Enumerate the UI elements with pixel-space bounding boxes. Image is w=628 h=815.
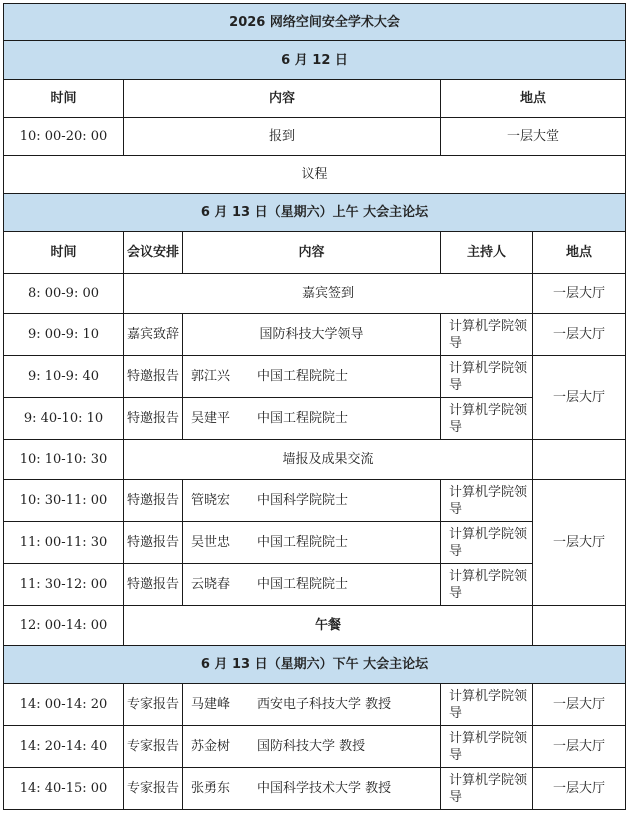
time-cell: 10: 00-20: 00 <box>4 118 124 156</box>
morning-band: 6 月 13 日（星期六）上午 大会主论坛 <box>4 194 626 232</box>
header-venue: 地点 <box>441 80 626 118</box>
table-row <box>4 356 626 398</box>
time-cell: 9: 10-9: 40 <box>4 356 124 398</box>
header-host: 主持人 <box>441 232 533 274</box>
morning-band-row <box>4 194 626 232</box>
arrange-cell: 专家报告 <box>124 726 183 768</box>
header-content: 内容 <box>124 80 441 118</box>
speaker-cell <box>183 564 441 606</box>
speaker-name: 苏金树 <box>191 739 231 754</box>
header-arrange: 会议安排 <box>124 232 183 274</box>
morning-header-row <box>4 232 626 274</box>
header-time: 时间 <box>4 232 124 274</box>
speaker-name: 吴建平 <box>191 411 231 426</box>
time-cell: 14: 00-14: 20 <box>4 684 124 726</box>
content-cell: 墙报及成果交流 <box>124 440 533 480</box>
time-cell: 14: 40-15: 00 <box>4 768 124 810</box>
arrange-cell: 特邀报告 <box>124 398 183 440</box>
speaker-title: 中国科学院院士 <box>257 493 349 508</box>
time-cell: 9: 00-9: 10 <box>4 314 124 356</box>
time-cell: 12: 00-14: 00 <box>4 606 124 646</box>
venue-cell: 一层大厅 <box>533 684 626 726</box>
time-cell: 8: 00-9: 00 <box>4 274 124 314</box>
arrange-cell: 特邀报告 <box>124 480 183 522</box>
speaker-cell <box>183 726 441 768</box>
table-row <box>4 522 626 564</box>
table-row <box>4 274 626 314</box>
day1-header-row <box>4 80 626 118</box>
speaker-title: 西安电子科技大学 教授 <box>257 697 392 712</box>
speaker-title: 中国工程院院士 <box>257 411 349 426</box>
content-cell: 报到 <box>124 118 441 156</box>
content-cell: 嘉宾签到 <box>124 274 533 314</box>
venue-cell: 一层大厅 <box>533 726 626 768</box>
arrange-cell: 特邀报告 <box>124 356 183 398</box>
host-cell: 计算机学院领导 <box>441 398 533 440</box>
speaker-cell <box>183 768 441 810</box>
table-row <box>4 440 626 480</box>
host-cell: 计算机学院领导 <box>441 356 533 398</box>
speaker-name: 马建峰 <box>191 697 231 712</box>
day1-row <box>4 118 626 156</box>
arrange-cell: 嘉宾致辞 <box>124 314 183 356</box>
venue-cell-empty <box>533 440 626 480</box>
host-cell: 计算机学院领导 <box>441 564 533 606</box>
time-cell: 11: 30-12: 00 <box>4 564 124 606</box>
conference-schedule-table <box>3 3 626 810</box>
host-cell: 计算机学院领导 <box>441 522 533 564</box>
table-row <box>4 480 626 522</box>
venue-cell-empty <box>533 606 626 646</box>
arrange-cell: 专家报告 <box>124 684 183 726</box>
header-content: 内容 <box>183 232 441 274</box>
speaker-name: 张勇东 <box>191 781 231 796</box>
table-row <box>4 768 626 810</box>
time-cell: 10: 30-11: 00 <box>4 480 124 522</box>
speaker-cell <box>183 684 441 726</box>
venue-cell: 一层大厅 <box>533 274 626 314</box>
time-cell: 9: 40-10: 10 <box>4 398 124 440</box>
table-row <box>4 398 626 440</box>
speaker-title: 中国工程院院士 <box>257 577 349 592</box>
table-row <box>4 726 626 768</box>
header-venue: 地点 <box>533 232 626 274</box>
table-row <box>4 564 626 606</box>
speaker-name: 吴世忠 <box>191 535 231 550</box>
table-row <box>4 684 626 726</box>
speaker-cell <box>183 522 441 564</box>
speaker-cell <box>183 480 441 522</box>
day1-band-row <box>4 41 626 80</box>
speaker-title: 中国工程院院士 <box>257 535 349 550</box>
arrange-cell: 特邀报告 <box>124 564 183 606</box>
speaker-name: 云晓春 <box>191 577 231 592</box>
host-cell: 计算机学院领导 <box>441 480 533 522</box>
host-cell: 计算机学院领导 <box>441 684 533 726</box>
speaker-cell <box>183 398 441 440</box>
speaker-title: 国防科技大学 教授 <box>257 739 366 754</box>
speaker-name: 郭江兴 <box>191 369 231 384</box>
afternoon-band-row <box>4 646 626 684</box>
table-row <box>4 314 626 356</box>
speaker-name: 管晓宏 <box>191 493 231 508</box>
arrange-cell: 特邀报告 <box>124 522 183 564</box>
host-cell: 计算机学院领导 <box>441 726 533 768</box>
speaker-title: 中国科学技术大学 教授 <box>257 781 392 796</box>
lunch-cell: 午餐 <box>124 606 533 646</box>
day1-band: 6 月 12 日 <box>4 41 626 80</box>
agenda-row <box>4 156 626 194</box>
title-row <box>4 4 626 41</box>
host-cell: 计算机学院领导 <box>441 768 533 810</box>
time-cell: 14: 20-14: 40 <box>4 726 124 768</box>
table-row <box>4 606 626 646</box>
speaker-cell <box>183 356 441 398</box>
venue-cell: 一层大厅 <box>533 356 626 440</box>
conference-title: 2026 网络空间安全学术大会 <box>4 4 626 41</box>
venue-cell: 一层大厅 <box>533 768 626 810</box>
venue-cell: 一层大厅 <box>533 480 626 606</box>
header-time: 时间 <box>4 80 124 118</box>
time-cell: 10: 10-10: 30 <box>4 440 124 480</box>
speaker-title: 中国工程院院士 <box>257 369 349 384</box>
time-cell: 11: 00-11: 30 <box>4 522 124 564</box>
venue-cell: 一层大厅 <box>533 314 626 356</box>
arrange-cell: 专家报告 <box>124 768 183 810</box>
venue-cell: 一层大堂 <box>441 118 626 156</box>
host-cell: 计算机学院领导 <box>441 314 533 356</box>
afternoon-band: 6 月 13 日（星期六）下午 大会主论坛 <box>4 646 626 684</box>
content-cell: 国防科技大学领导 <box>183 314 441 356</box>
agenda-label: 议程 <box>4 156 626 194</box>
